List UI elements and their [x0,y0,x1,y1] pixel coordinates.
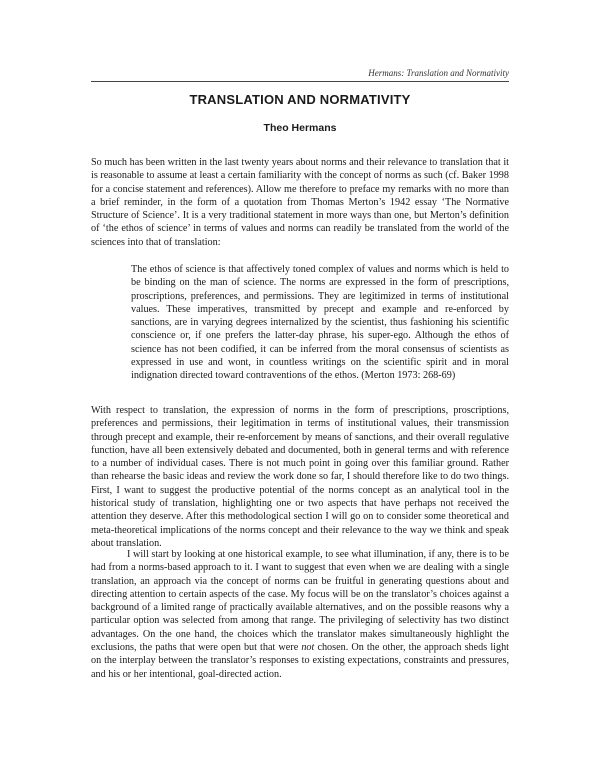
paragraph-translation-norms: With respect to translation, the expression of norms in the form of prescriptions, proscriptions, preferences and permissions, their legitimation in terms of institutional values, their transmission through precept and example, their re-enforcement by means of sanctions, and their overall regulative function, have all been extensively debated and documented, both in general terms and with reference to a number of individual cases. There is not much point in going over this familiar ground. Rather than rehearse the basic ideas and review the work done so far, I should therefore like to do two things. First, I want to suggest the productive potential of the norms concept as an analytical tool in the historical study of translation, highlighting one or two aspects that have perhaps not received the attention they deserve. After this methodological section I will go on to consider some theoretical and meta-theoretical implications of the norms concept and their relevance to the way we think and speak about translation. [91,405,509,549]
paragraph-intro: So much has been written in the last twenty years about norms and their relevance to translation that it is reasonable to assume at least a certain familiarity with the concept of norms as such (cf. Baker 1998 for a concise statement and references). Allow me therefore to preface my remarks with no more than a brief reminder, in the form of a quotation from Thomas Merton’s 1942 essay ‘The Normative Structure of Science’. It is a very traditional statement in more ways than one, but Merton’s definition of ‘the ethos of science’ in terms of values and norms can readily be translated from the world of the sciences into that of translation: [91,157,509,248]
block-quotation: The ethos of science is that affectively toned complex of values and norms which is held to be binding on the man of science. The norms are expressed in the form of prescriptions, proscriptions, preferences, and permissions. They are legitimized in terms of institutional values. These imperatives, transmitted by precept and example and re-enforced by sanctions, are in varying degrees internalized by the scientist, thus fashioning his scientific conscience or, if one prefers the latter-day phrase, his super-ego. Although the ethos of science has not been codified, it can be inferred from the moral consensus of scientists as expressed in use and wont, in countless writings on the scientific spirit and in moral indignation directed toward contraventions of the ethos. (Merton 1973: 268-69) [131,264,509,382]
paragraph-text-part-1: I will start by looking at one historical example, to see what illumination, if any, there is to be had from a norms-based approach to it. I want to suggest that even when we are dealing with a single translation, an approach via the concept of norms can be fruitful in generating questions about and directing attention to certain aspects of the case. My focus will be on the translator’s choices against a background of a limited range of practically available alternatives, and on the possible reasons why a particular option was selected from among that range. The privileging of selectivity has two distinct advantages. On the one hand, the choices which the translator makes simultaneously highlight the exclusions, the paths that were open but that were [91,549,509,654]
paragraph-text-part-2: chosen. On the other, the approach sheds light on the interplay between the translator’s responses to existing expectations, constraints and pressures, and his or her intentional, goal-directed action. [91,642,509,680]
header-rule [91,81,509,82]
article-author: Theo Hermans [263,122,337,134]
emphasis-not: not [301,642,315,654]
paragraph-historical-example [91,548,509,681]
running-head: Hermans: Translation and Normativity [368,68,509,78]
article-title: TRANSLATION AND NORMATIVITY [189,92,411,107]
